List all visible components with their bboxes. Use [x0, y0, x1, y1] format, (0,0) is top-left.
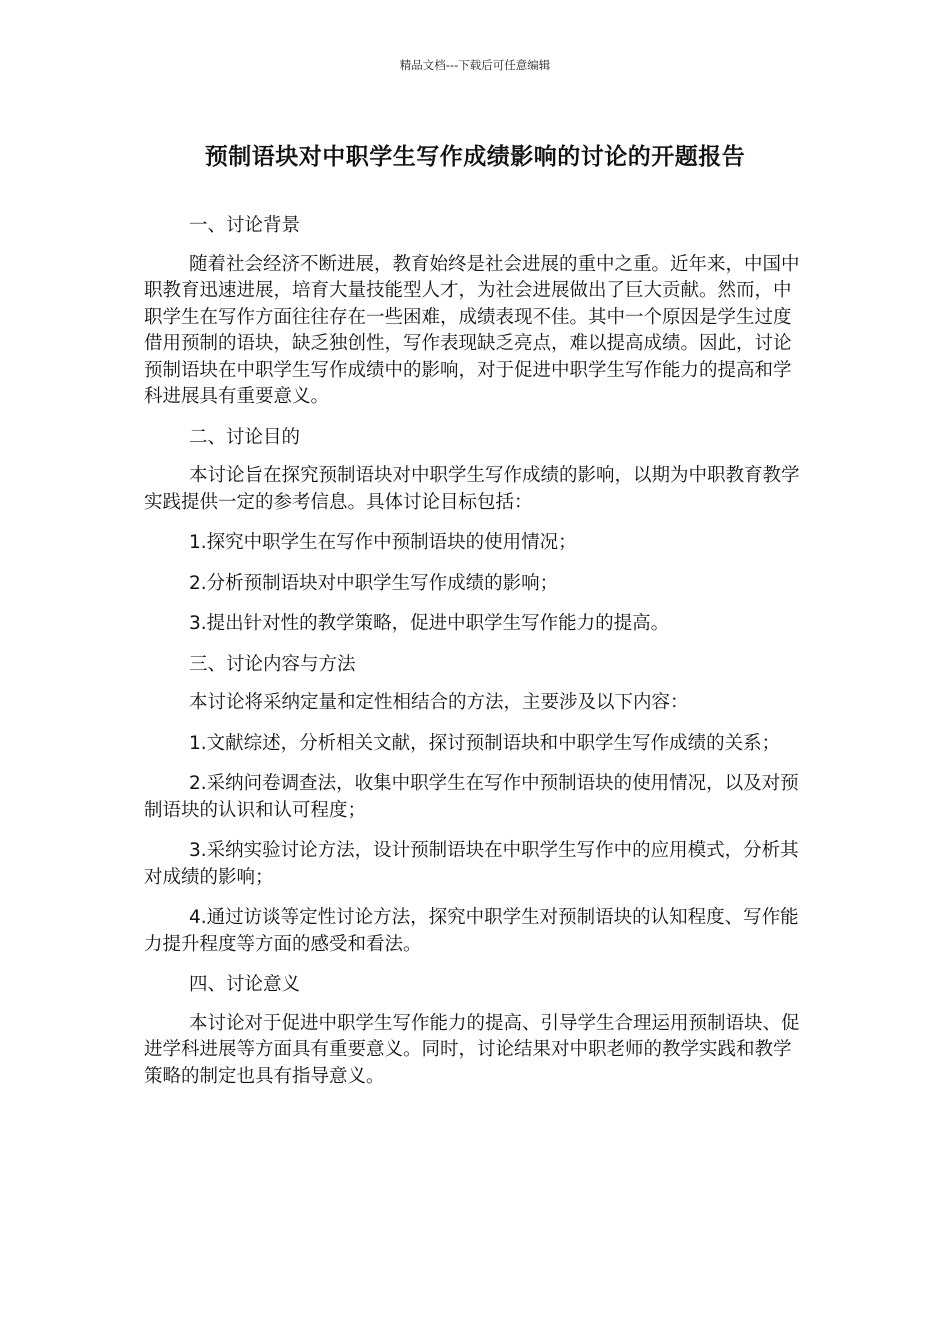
document-title: 预制语块对中职学生写作成绩影响的讨论的开题报告 — [204, 144, 746, 170]
paragraph-background: 随着社会经济不断进展，教育始终是社会进展的重中之重。近年来，中国中职教育迅速进展，培育大量技能型人才，为社会进展做出了巨大贡献。然而，中职学生在写作方面往往存在一些困难，成绩表现不佳。其中一个原因是学生过度借用预制的语块，缺乏独创性，写作表现缺乏亮点，难以提高成绩。因此，讨论预制语块在中职学生写作成绩中的影响，对于促进中职学生写作能力的提高和学科进展具有重要意义。 — [144, 253, 800, 407]
section-heading-purpose: 二、讨论目的 — [189, 426, 301, 448]
method-item-1: 1.文献综述，分析相关文献，探讨预制语块和中职学生写作成绩的关系； — [189, 732, 781, 754]
paragraph-significance: 本讨论对于促进中职学生写作能力的提高、引导学生合理运用预制语块、促进学科进展等方面具有重要意义。同时，讨论结果对中职老师的教学实践和教学策略的制定也具有指导意义。 — [144, 1012, 800, 1087]
purpose-item-1: 1.探究中职学生在写作中预制语块的使用情况； — [189, 532, 577, 553]
method-item-4: 4.通过访谈等定性讨论方法，探究中职学生对预制语块的认知程度、写作能力提升程度等方面的感受和看法。 — [144, 907, 799, 955]
section-heading-content-methods: 三、讨论内容与方法 — [189, 653, 356, 675]
section-heading-significance: 四、讨论意义 — [189, 974, 301, 995]
document-body — [144, 213, 804, 1104]
section-heading-background: 一、讨论背景 — [189, 215, 301, 236]
purpose-item-2: 2.分析预制语块对中职学生写作成绩的影响； — [189, 572, 559, 594]
paragraph-purpose: 本讨论旨在探究预制语块对中职学生写作成绩的影响，以期为中职教育教学实践提供一定的参考信息。具体讨论目标包括： — [144, 465, 800, 513]
method-item-2: 2.采纳问卷调查法，收集中职学生在写作中预制语块的使用情况，以及对预制语块的认识和认可程度； — [144, 773, 799, 821]
page-header: 精品文档---下载后可任意编辑 — [399, 58, 551, 72]
paragraph-content-methods: 本讨论将采纳定量和定性相结合的方法，主要涉及以下内容： — [189, 692, 689, 713]
purpose-item-3: 3.提出针对性的教学策略，促进中职学生写作能力的提高。 — [189, 613, 670, 634]
method-item-3: 3.采纳实验讨论方法，设计预制语块在中职学生写作中的应用模式，分析其对成绩的影响； — [144, 840, 799, 888]
